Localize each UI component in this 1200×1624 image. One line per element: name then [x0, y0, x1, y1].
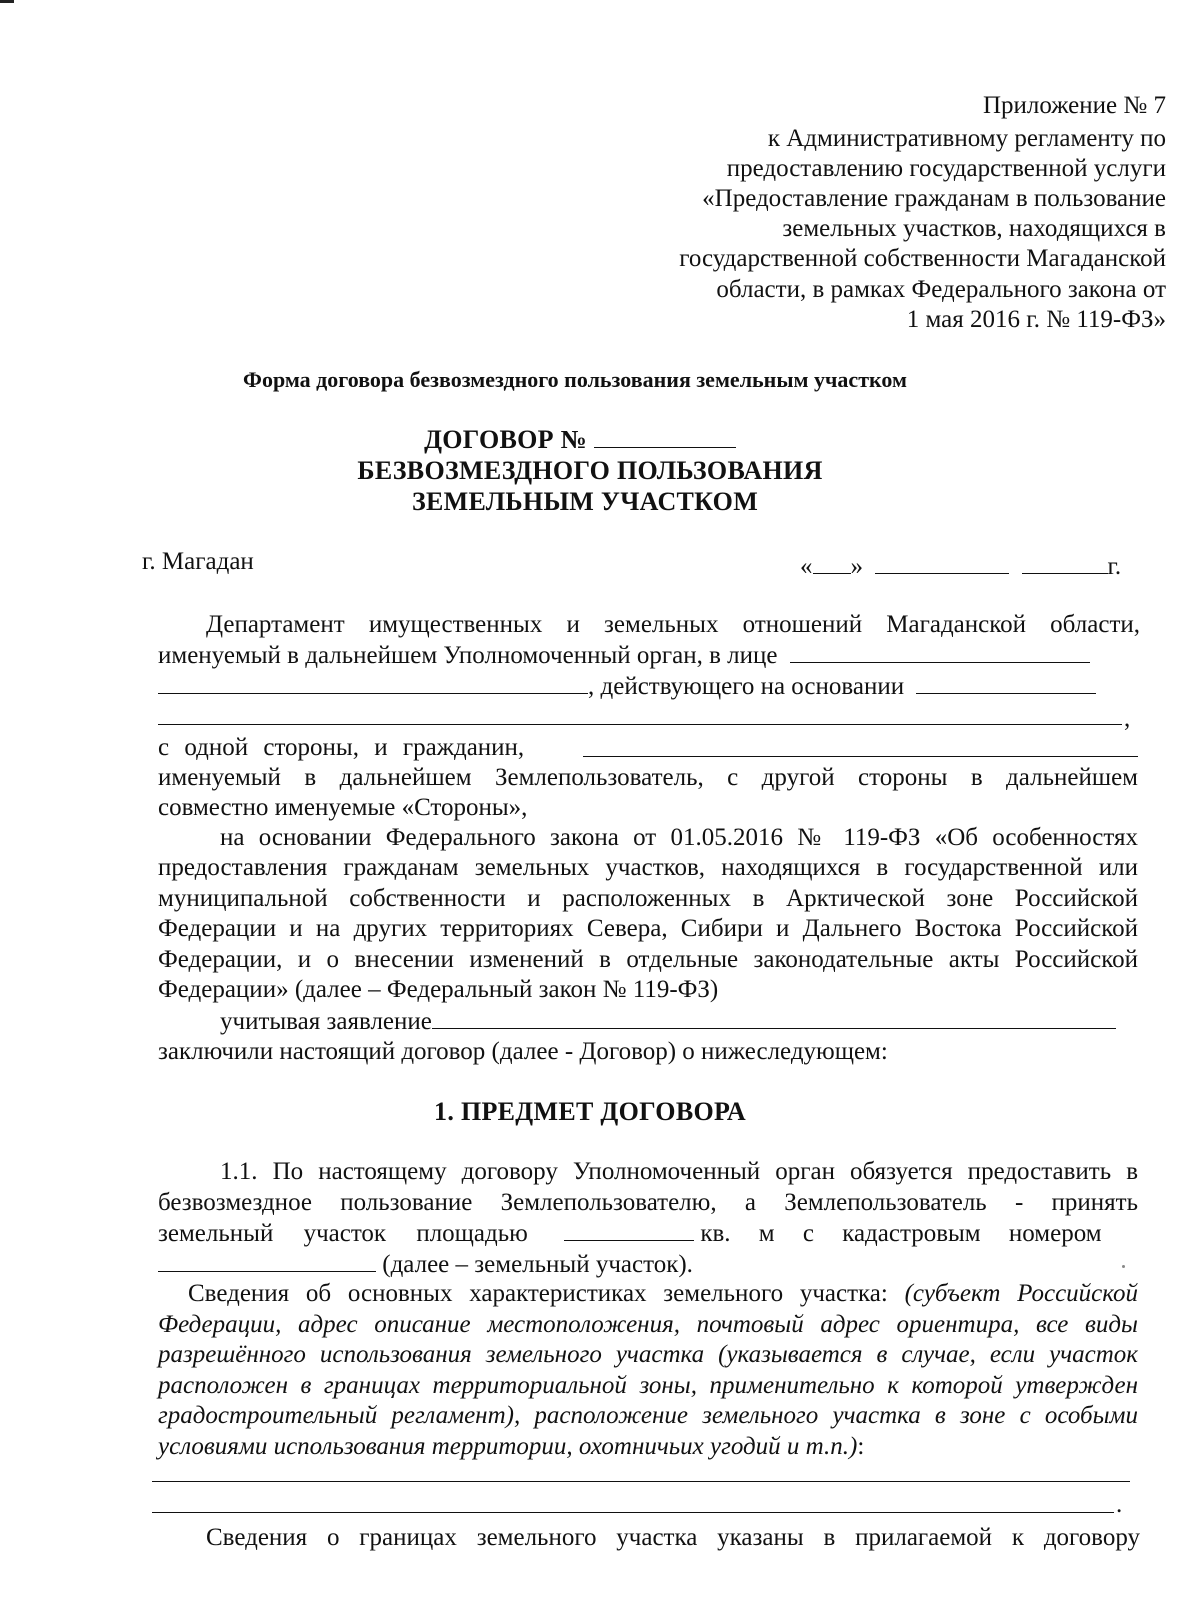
day-blank — [813, 551, 851, 574]
cadastral-label: кв. м с кадастровым номером — [700, 1220, 1102, 1247]
basis-line-3: муниципальной собственности и расположенных в Арктической зоне Российской — [158, 885, 1138, 912]
basis-line-4: Федерации и на других территориях Севера, Сибири и Дальнего Востока Российской — [158, 915, 1138, 942]
basis-line-1: на основании Федерального закона от 01.05.2016 № 119-ФЗ «Об особенностях — [220, 824, 1138, 851]
parties-line-1: Департамент имущественных и земельных отношений Магаданской области, — [206, 611, 1140, 638]
bounds-line: Сведения о границах земельного участка указаны в прилагаемой к договору — [206, 1524, 1140, 1551]
info-line-1 — [188, 1279, 1138, 1309]
application-line — [220, 1006, 1116, 1036]
citizen-blank — [583, 756, 1138, 757]
basis-continuation-blank — [158, 724, 1122, 725]
section-1-heading: 1. ПРЕДМЕТ ДОГОВОРА — [434, 1097, 746, 1126]
info-italic-1: (субъект Российской — [904, 1280, 1139, 1307]
application-blank — [432, 1006, 1116, 1029]
area-blank — [564, 1218, 694, 1241]
clause-1-1-line-2: безвозмездное пользование Землепользователю, а Землепользователь - принять — [158, 1189, 1138, 1216]
application-label: учитывая заявление — [220, 1008, 432, 1035]
characteristics-blank-2 — [152, 1512, 1114, 1513]
representative-blank — [790, 640, 1090, 663]
contract-title-line-2: БЕЗВОЗМЕЗДНОГО ПОЛЬЗОВАНИЯ — [357, 456, 823, 485]
month-blank — [875, 551, 1009, 574]
scan-speck — [1122, 1265, 1125, 1268]
date-line — [800, 551, 1121, 581]
representative-name-blank — [158, 671, 588, 694]
basis-line-5: Федерации, и о внесении изменений в отдельные законодательные акты Российской — [158, 946, 1138, 973]
parties-line-5 — [158, 733, 524, 763]
appendix-line-5: земельных участков, находящихся в — [782, 215, 1166, 242]
appendix-line-1: Приложение № 7 — [982, 92, 1166, 119]
scan-corner-mark — [0, 0, 14, 3]
contract-number-label: ДОГОВОР № — [424, 425, 588, 454]
appendix-line-3: предоставлению государственной услуги — [726, 155, 1166, 182]
basis-line-6: Федерации» (далее – Федеральный закон № 119-ФЗ) — [158, 976, 719, 1003]
basis-comma: , — [1124, 705, 1131, 732]
appendix-line-4: «Предоставление гражданам в пользование — [702, 185, 1166, 212]
info-line-4: расположен в границах территориальной зоны, применительно к которой утвержден — [158, 1372, 1138, 1399]
appendix-line-6: государственной собственности Магаданской — [679, 245, 1166, 272]
characteristics-blank-1 — [152, 1481, 1130, 1482]
city-label: г. Магадан — [142, 548, 254, 575]
contract-number-blank — [594, 425, 736, 448]
appendix-line-2: к Административному регламенту по — [767, 125, 1166, 152]
concluded-line: заключили настоящий договор (далее - Договор) о нижеследующем: — [158, 1038, 888, 1065]
appendix-line-8: 1 мая 2016 г. № 119-ФЗ» — [906, 306, 1166, 333]
contract-title-line-3: ЗЕМЕЛЬНЫМ УЧАСТКОМ — [411, 487, 759, 516]
date-close-quote: » — [850, 553, 863, 580]
date-open-quote: « — [800, 553, 813, 580]
parties-line-2-text: именуемый в дальнейшем Уполномоченный орган, в лице — [158, 642, 778, 669]
info-colon: : — [857, 1433, 865, 1460]
info-line-3: разрешённого использования земельного участка (указывается в случае, если участок — [158, 1341, 1138, 1368]
form-title: Форма договора безвозмездного пользования земельным участком — [243, 367, 907, 392]
parties-line-3 — [158, 671, 1096, 701]
clause-1-1-line-1: 1.1. По настоящему договору Уполномоченный орган обязуется предоставить в — [220, 1158, 1138, 1185]
info-line-6 — [158, 1432, 864, 1462]
parties-line-7: совместно именуемые «Стороны», — [158, 794, 528, 821]
basis-line-2: предоставления гражданам земельных участков, находящихся в государственной или — [158, 854, 1138, 881]
clause-1-1-line-4 — [158, 1249, 693, 1279]
clause-1-1-end: (далее – земельный участок). — [382, 1251, 693, 1278]
appendix-line-7: области, в рамках Федерального закона от — [716, 276, 1166, 303]
basis-blank — [916, 671, 1096, 694]
cadastral-number-blank — [158, 1249, 376, 1272]
parties-line-5-text: с одной стороны, и гражданин, — [158, 734, 525, 761]
year-blank — [1022, 551, 1108, 574]
parties-line-2 — [158, 640, 1090, 670]
clause-1-1-line-3 — [158, 1218, 1138, 1248]
year-suffix: г. — [1107, 553, 1122, 580]
info-italic-6: условиями использования территории, охотничьих угодий и т.п.) — [158, 1433, 858, 1460]
area-label: земельный участок площадью — [158, 1220, 528, 1247]
info-lead: Сведения об основных характеристиках земельного участка: — [188, 1280, 888, 1307]
characteristics-end-dot: . — [1116, 1491, 1123, 1518]
info-line-2: Федерации, адрес описание местоположения, почтовый адрес ориентира, все виды — [158, 1311, 1138, 1338]
parties-line-3-text: , действующего на основании — [588, 673, 905, 700]
contract-title-line-1 — [0, 425, 1180, 455]
parties-line-6: именуемый в дальнейшем Землепользователь, с другой стороны в дальнейшем — [158, 764, 1138, 791]
info-line-5: градостроительный регламент), расположение земельного участка в зоне с особыми — [158, 1402, 1138, 1429]
